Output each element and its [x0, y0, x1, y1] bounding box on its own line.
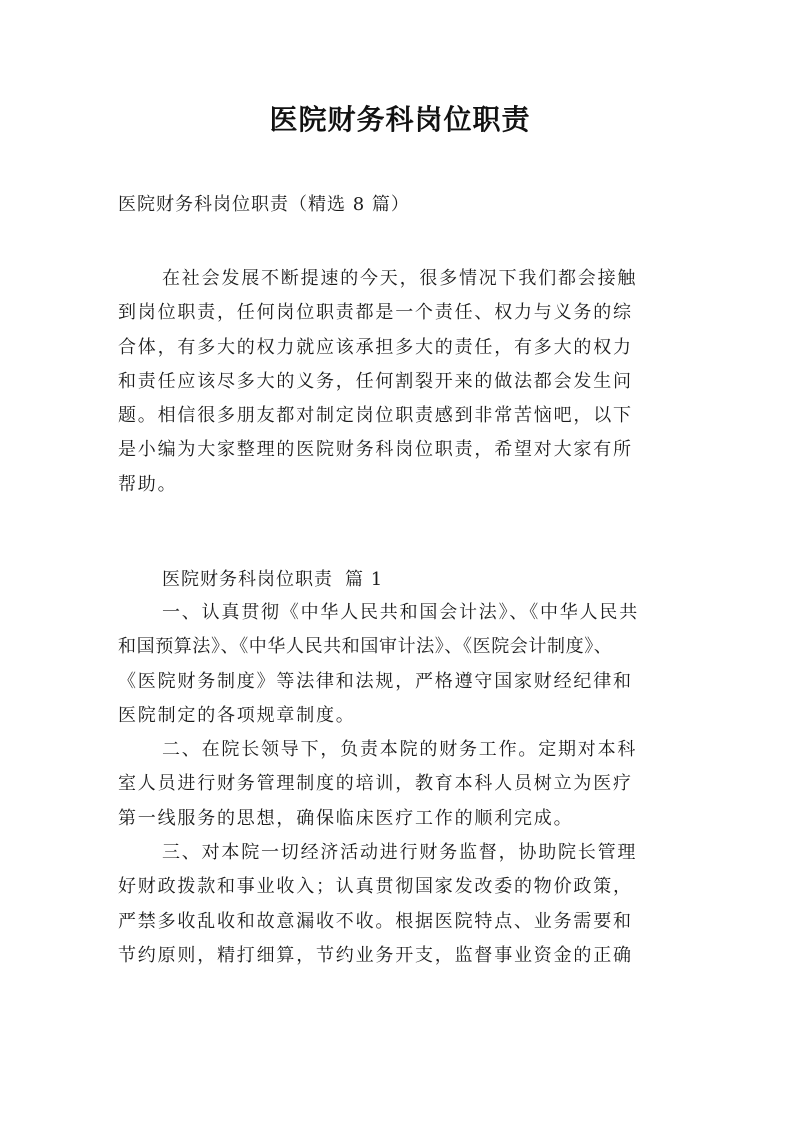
section-line: 节约原则，精打细算，节约业务开支，监督事业资金的正确 [118, 944, 633, 966]
intro-line: 合体，有多大的权力就应该承担多大的责任，有多大的权力 [118, 336, 633, 358]
intro-line: 帮助。 [118, 473, 178, 495]
section-line: 好财政拨款和事业收入；认真贯彻国家发改委的物价政策， [118, 876, 633, 898]
intro-line: 到岗位职责，任何岗位职责都是一个责任、权力与义务的综 [118, 302, 633, 324]
section-line: 和国预算法》、《中华人民共和国审计法》、《医院会计制度》、 [118, 636, 613, 658]
section-body [118, 596, 698, 973]
section-line: 二、在院长领导下，负责本院的财务工作。定期对本科 [162, 739, 638, 761]
section-heading [162, 566, 383, 594]
section-line: 严禁多收乱收和故意漏收不收。根据医院特点、业务需要和 [118, 910, 633, 932]
section-line: 一、认真贯彻《中华人民共和国会计法》、《中华人民共 [162, 602, 639, 623]
intro-paragraph [118, 262, 688, 502]
section-heading-label: 医院财务科岗位职责 [162, 569, 333, 590]
section-line: 三、对本院一切经济活动进行财务监督，协助院长管理 [162, 842, 638, 864]
section-line: 室人员进行财务管理制度的培训，教育本科人员树立为医疗 [118, 773, 633, 795]
section-line: 第一线服务的思想，确保临床医疗工作的顺利完成。 [118, 807, 574, 829]
intro-line: 是小编为大家整理的医院财务科岗位职责，希望对大家有所 [118, 439, 633, 461]
section-line: 《医院财务制度》等法律和法规，严格遵守国家财经纪律和 [118, 670, 633, 692]
intro-line: 在社会发展不断提速的今天，很多情况下我们都会接触 [162, 268, 638, 289]
intro-line: 和责任应该尽多大的义务，任何割裂开来的做法都会发生问 [118, 370, 633, 392]
intro-line: 题。相信很多朋友都对制定岗位职责感到非常苦恼吧，以下 [118, 405, 633, 427]
document-subtitle: 医院财务科岗位职责（精选 8 篇） [118, 194, 410, 215]
section-line: 医院制定的各项规章制度。 [118, 704, 356, 726]
document-title: 医院财务科岗位职责 [269, 103, 531, 136]
section-heading-number: 篇 1 [345, 569, 384, 590]
